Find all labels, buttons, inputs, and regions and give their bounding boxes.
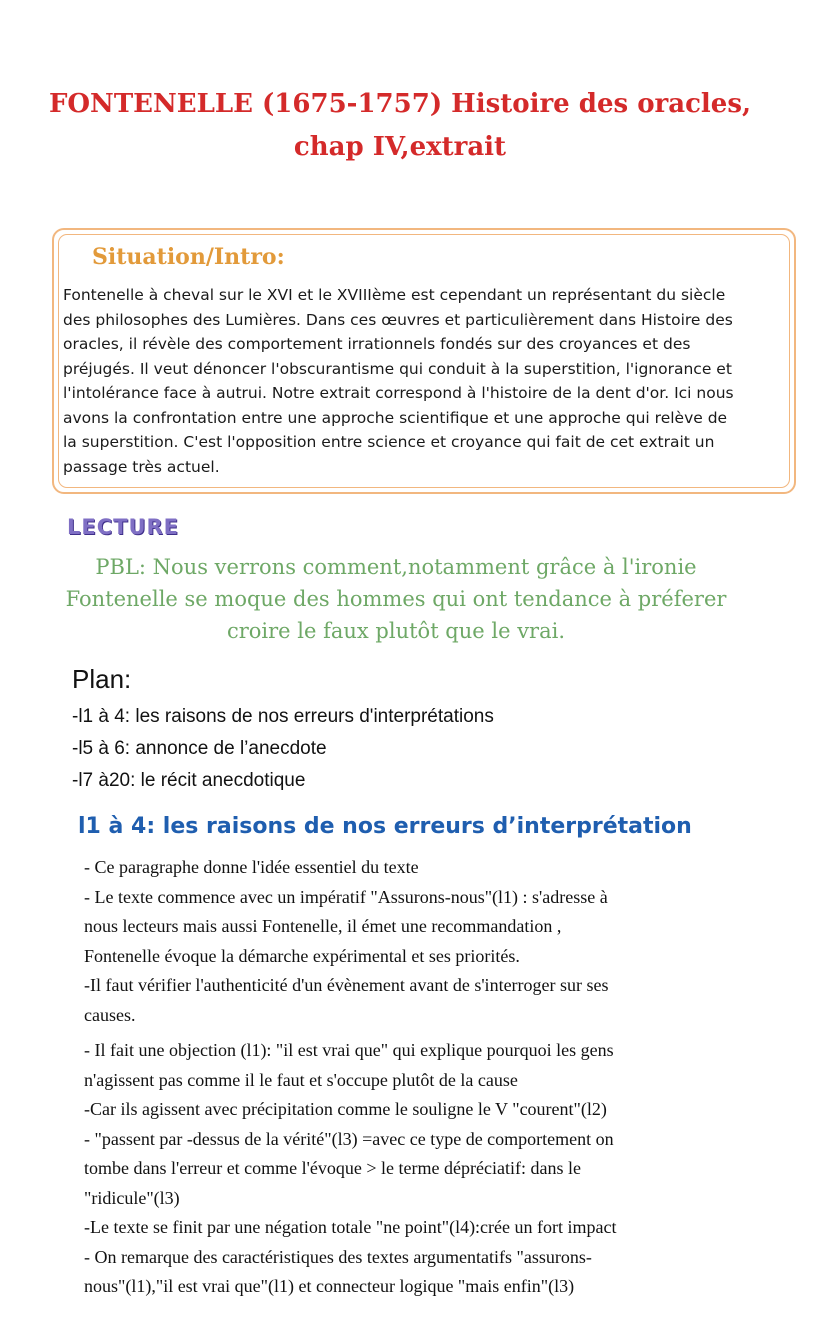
plan-item: -l7 à20: le récit anecdotique — [72, 770, 306, 791]
pbl-line: PBL: Nous verrons comment,notamment grâce à l'ironie — [95, 555, 697, 579]
analysis-line: - Il fait une objection (l1): "il est vrai que" qui explique pourquoi les gens — [84, 1040, 614, 1060]
intro-line: des philosophes des Lumières. Dans ces œuvres et particulièrement dans Histoire des — [63, 310, 733, 329]
title-line-2: chap IV,extrait — [293, 132, 507, 162]
intro-line: passage très actuel. — [63, 457, 220, 476]
plan-item: -l1 à 4: les raisons de nos erreurs d'interprétations — [72, 706, 494, 727]
intro-line: Fontenelle à cheval sur le XVI et le XVIIIème est cependant un représentant du siècle — [63, 286, 726, 304]
analysis-block-1 — [84, 853, 724, 1030]
intro-heading: Situation/Intro: — [92, 244, 285, 270]
analysis-line: - "passent par -dessus de la vérité"(l3) =avec ce type de comportement on — [84, 1128, 614, 1149]
intro-line: la superstition. C'est l'opposition entre science et croyance qui fait de cet extrait un — [63, 433, 715, 451]
intro-line: préjugés. Il veut dénoncer l'obscurantisme qui conduit à la superstition, l'ignorance et — [63, 359, 732, 378]
problematique — [60, 551, 732, 647]
section-body — [84, 853, 724, 1302]
intro-line: l'intolérance face à autrui. Notre extrait correspond à l'histoire de la dent d'or. Ici nous — [63, 384, 734, 402]
analysis-line: - Ce paragraphe donne l'idée essentiel du texte — [84, 857, 419, 877]
title-line-1: FONTENELLE (1675-1757) Histoire des oracles, — [48, 89, 752, 119]
pbl-line: Fontenelle se moque des hommes qui ont tendance à préferer — [65, 587, 727, 611]
plan-title: Plan: — [72, 664, 132, 694]
intro-text — [63, 283, 793, 479]
analysis-block-2 — [84, 1036, 724, 1302]
analysis-line: - On remarque des caractéristiques des textes argumentatifs "assurons- — [84, 1246, 592, 1267]
analysis-line: causes. — [84, 1004, 136, 1025]
analysis-line: n'agissent pas comme il le faut et s'occupe plutôt de la cause — [84, 1069, 518, 1090]
analysis-line: tombe dans l'erreur et comme l'évoque > le terme dépréciatif: dans le — [84, 1158, 581, 1178]
plan-item: -l5 à 6: annonce de l’anecdote — [72, 738, 327, 759]
analysis-line: -Le texte se finit par une négation totale "ne point"(l4):crée un fort impact — [84, 1217, 617, 1237]
analysis-line: nous"(l1),"il est vrai que"(l1) et connecteur logique "mais enfin"(l3) — [84, 1276, 575, 1296]
analysis-line: - Le texte commence avec un impératif "Assurons-nous"(l1) : s'adresse à — [84, 886, 608, 907]
analysis-line: -Car ils agissent avec précipitation comme le souligne le V "courent"(l2) — [84, 1099, 607, 1119]
plan-list — [72, 701, 494, 797]
analysis-line: -Il faut vérifier l'authenticité d'un évènement avant de s'interroger sur ses — [84, 975, 609, 995]
analysis-line: Fontenelle évoque la démarche expérimental et ses priorités. — [84, 945, 520, 966]
pbl-line: croire le faux plutôt que le vrai. — [226, 619, 566, 643]
intro-line: oracles, il révèle des comportement irrationnels fondés sur des croyances et des — [63, 335, 691, 353]
page-title — [0, 83, 800, 169]
analysis-line: "ridicule"(l3) — [84, 1187, 180, 1208]
section-heading: l1 à 4: les raisons de nos erreurs d’interprétation — [78, 814, 692, 839]
analysis-line: nous lecteurs mais aussi Fontenelle, il émet une recommandation , — [84, 916, 562, 936]
lecture-heading: LECTURE — [67, 515, 180, 539]
intro-line: avons la confrontation entre une approche scientifique et une approche qui relève de — [63, 408, 728, 427]
